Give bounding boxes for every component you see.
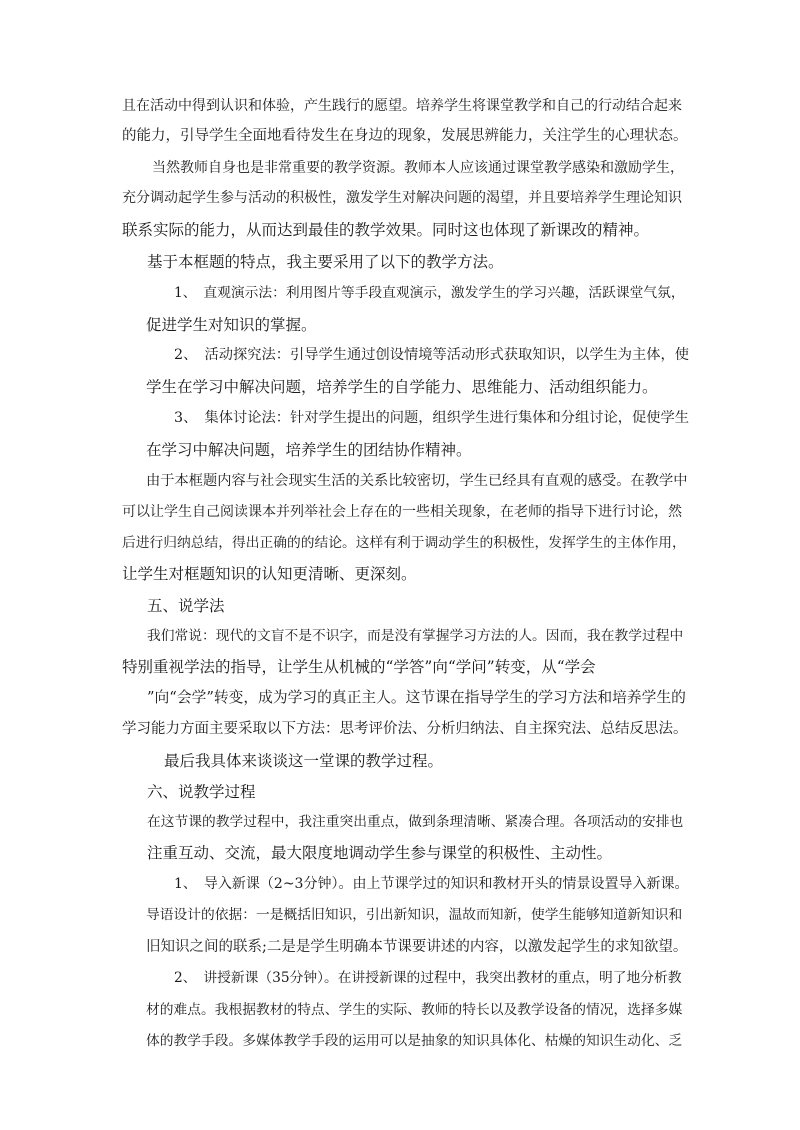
text-line: 旧知识之间的联系;二是是学生明确本节课要讲述的内容，以激发起学生的求知欲望。 [146, 939, 688, 955]
text-line: 体的教学手段。多媒体教学手段的运用可以是抽象的知识具体化、枯燥的知识生动化、乏 [146, 1033, 683, 1049]
list-item-3: 3、 集体讨论法：针对学生提出的问题，组织学生进行集体和分组讨论，促使学生 [174, 410, 689, 426]
text-line: 由于本框题内容与社会现实生活的关系比较密切，学生已经具有直观的感受。在教学中 [146, 473, 688, 489]
text-line: 充分调动起学生参与活动的积极性，激发学生对解决问题的渴望，并且要培养学生理论知识 [122, 190, 682, 206]
text-line: 注重互动、交流，最大限度地调动学生参与课堂的积极性、主动性。 [147, 844, 613, 862]
text-line: 基于本框题的特点，我主要采用了以下的教学方法。 [147, 253, 504, 271]
text-line: 特别重视学法的指导，让学生从机械的“学答”向“学问”转变，从“学会 [122, 658, 596, 676]
text-line: 联系实际的能力，从而达到最佳的教学效果。同时这也体现了新课改的精神。 [122, 221, 650, 239]
text-line: 在学习中解决问题，培养学生的团结协作精神。 [146, 441, 472, 459]
text-line: 导语设计的依据：一是概括旧知识，引出新知识，温故而知新，使学生能够知道新知识和 [146, 907, 683, 923]
text-line: 可以让学生自己阅读课本并列举社会上存在的一些相关现象，在老师的指导下进行讨论，然 [122, 504, 682, 520]
text-line: 学习能力方面主要采取以下方法：思考评价法、分析归纳法、自主探究法、总结反思法。 [122, 721, 688, 737]
list-item-2: 2、 讲授新课（35分钟）。在讲授新课的过程中，我突出教材的重点，明了地分析教 [174, 970, 682, 986]
text-line: 当然教师自身也是非常重要的教学资源。教师本人应该通过课堂教学感染和激励学生， [152, 160, 684, 176]
text-line: 后进行归纳总结，得出正确的的结论。这样有利于调动学生的积极性，发挥学生的主体作用， [122, 535, 686, 551]
text-line: 在这节课的教学过程中，我注重突出重点，做到条理清晰、紧凑合理。各项活动的安排也 [147, 814, 684, 830]
text-line: 让学生对框题知识的认知更清晰、更深刻。 [122, 565, 417, 583]
list-item-1: 1、 直观演示法：利用图片等手段直观演示，激发学生的学习兴趣，活跃课堂气氛， [174, 285, 685, 301]
text-line: 我们常说：现代的文盲不是不识字，而是没有掌握学习方法的人。因而，我在教学过程中 [147, 628, 684, 644]
text-line: 的能力，引导学生全面地看待发生在身边的现象，发展思辨能力，关注学生的心理状态。 [122, 128, 688, 144]
text-line: 学生在学习中解决问题，培养学生的自学能力、思维能力、活动组织能力。 [146, 378, 658, 396]
text-line: 促进学生对知识的掌握。 [146, 316, 317, 334]
text-line: ”向“会学”转变，成为学习的真正主人。这节课在指导学生的学习方法和培养学生的 [147, 689, 686, 706]
text-line: 且在活动中得到认识和体验，产生践行的愿望。培养学生将课堂教学和自己的行动结合起来 [122, 98, 682, 114]
text-line: 最后我具体来谈谈这一堂课的教学过程。 [164, 752, 444, 770]
list-item-2: 2、 活动探究法：引导学生通过创设情境等活动形式获取知识，以学生为主体，使 [174, 347, 689, 363]
section-heading-6: 六、说教学过程 [147, 783, 256, 801]
text-line: 材的难点。我根据教材的特点、学生的实际、教师的特长以及教学设备的情况，选择多媒 [146, 1002, 683, 1018]
list-item-1: 1、 导入新课（2~3分钟）。由上节课学过的知识和教材开头的情景设置导入新课。 [174, 876, 689, 892]
section-heading-5: 五、说学法 [147, 597, 225, 615]
